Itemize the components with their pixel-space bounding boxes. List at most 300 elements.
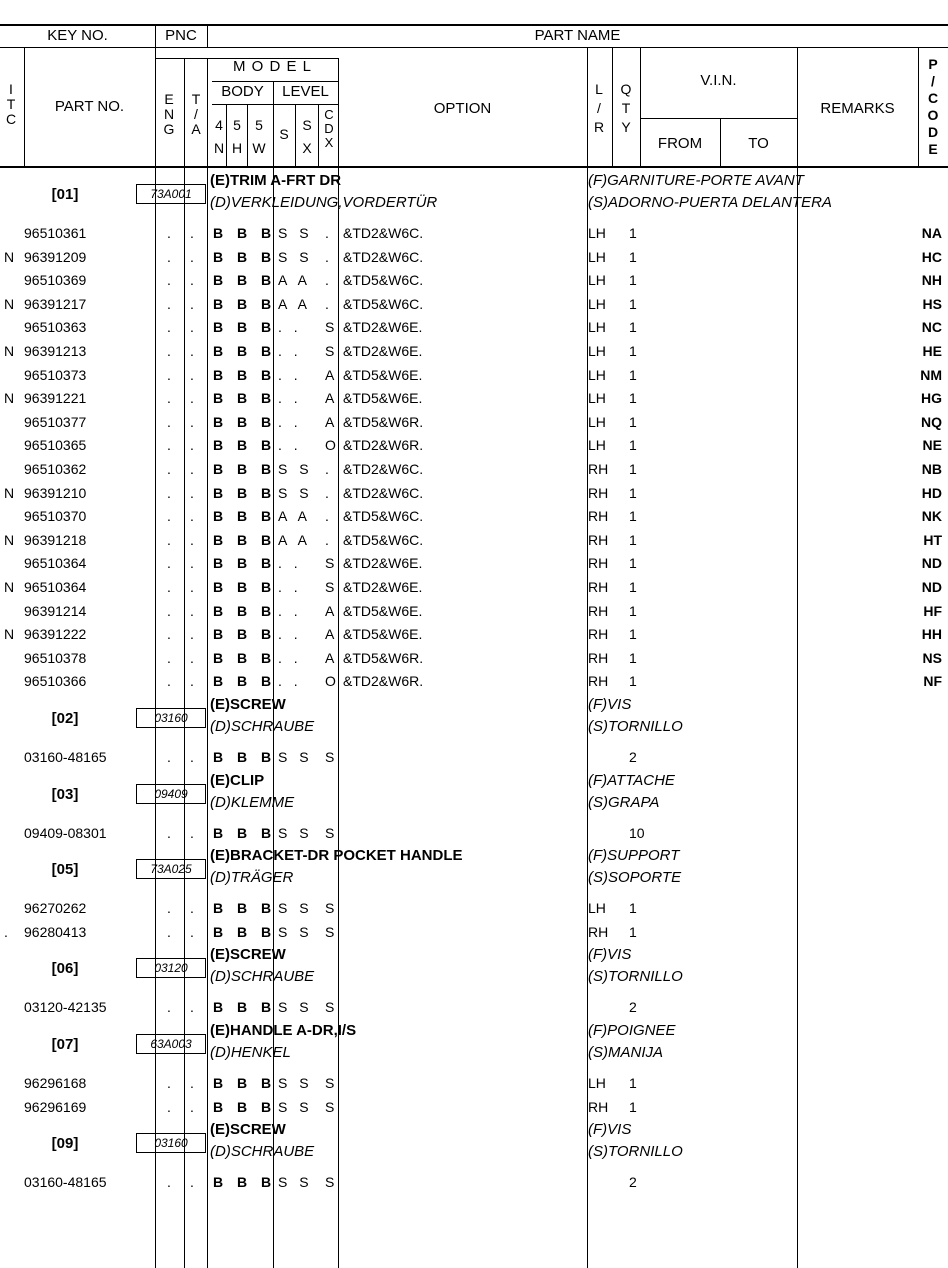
- body-col-5w: 5 W: [252, 117, 266, 156]
- p-code: HG: [921, 390, 942, 407]
- key-no: [01]: [51, 186, 79, 203]
- part-name-de: (D)HENKEL: [210, 1044, 291, 1061]
- option-code: &TD2&W6C.: [343, 248, 424, 265]
- p-code: NQ: [921, 413, 942, 430]
- p-code: HF: [923, 602, 942, 619]
- option-header: OPTION: [433, 100, 492, 117]
- key-no: [05]: [51, 861, 79, 879]
- body-codes: B B B: [213, 508, 277, 525]
- part-number: 09409-08301: [24, 824, 107, 841]
- cdx-code: S: [325, 824, 335, 841]
- part-number: 96270262: [24, 900, 87, 917]
- empty-marker: .: [167, 999, 171, 1016]
- part-number: 96510373: [24, 366, 87, 383]
- body-codes: B B B: [213, 999, 277, 1016]
- itc-flag: N: [4, 295, 15, 312]
- option-code: &TD5&W6E.: [343, 390, 423, 407]
- part-number: 03160-48165: [24, 749, 107, 765]
- empty-marker: .: [167, 437, 171, 454]
- part-number: 96510361: [24, 225, 87, 241]
- p-code: HD: [921, 484, 942, 501]
- cdx-code: .: [325, 531, 329, 548]
- key-no-header: KEY NO.: [47, 27, 108, 44]
- table-row: [0, 576, 948, 599]
- pnc-code: 09409: [136, 784, 206, 804]
- body-codes: B B B: [213, 749, 277, 765]
- empty-marker: .: [167, 272, 171, 289]
- option-code: &TD5&W6E.: [343, 366, 423, 383]
- option-code: &TD5&W6C.: [343, 272, 424, 289]
- p-code: HS: [922, 295, 942, 312]
- part-name-en: (E)SCREW: [210, 696, 286, 713]
- cdx-code: .: [325, 508, 329, 525]
- quantity: 1: [629, 1075, 637, 1091]
- part-name-de: (D)SCHRAUBE: [210, 1143, 315, 1161]
- cdx-code: S: [325, 923, 335, 940]
- cdx-code: S: [325, 749, 335, 765]
- p-code: ND: [921, 579, 942, 595]
- empty-marker: .: [167, 531, 171, 548]
- level-codes: S S: [278, 1075, 313, 1091]
- cdx-code: S: [325, 555, 335, 572]
- left-right: LH: [588, 1075, 606, 1091]
- part-number: 96510378: [24, 649, 87, 666]
- level-codes: S S: [278, 1098, 313, 1115]
- body-codes: B B B: [213, 673, 277, 690]
- quantity: 1: [629, 923, 637, 940]
- cdx-code: .: [325, 272, 329, 289]
- left-right: RH: [588, 508, 609, 525]
- empty-marker: .: [190, 343, 194, 359]
- empty-marker: .: [190, 900, 194, 917]
- pnc-code: 73A001: [136, 184, 206, 204]
- level-codes: S S: [278, 484, 313, 501]
- empty-marker: .: [167, 343, 171, 359]
- level-header: LEVEL: [282, 83, 329, 100]
- part-number: 96510362: [24, 461, 87, 477]
- body-col-4n: 4 N: [213, 117, 225, 156]
- p-code: NE: [922, 437, 942, 454]
- part-number: 96510364: [24, 579, 87, 595]
- quantity: 1: [629, 484, 637, 501]
- table-row: [0, 647, 948, 670]
- option-code: &TD5&W6C.: [343, 295, 424, 312]
- quantity: 1: [629, 649, 637, 666]
- option-code: &TD2&W6R.: [343, 437, 424, 454]
- itc-flag: .: [4, 923, 8, 940]
- part-name-es: (S)GRAPA: [588, 793, 660, 811]
- empty-marker: .: [167, 626, 171, 643]
- level-codes: . .: [278, 555, 302, 572]
- pnc-header: PNC: [165, 27, 197, 44]
- cdx-code: A: [325, 366, 335, 383]
- left-right: RH: [588, 923, 609, 940]
- cdx-code: S: [325, 319, 335, 336]
- body-codes: B B B: [213, 272, 277, 289]
- left-right: RH: [588, 461, 609, 477]
- left-right: LH: [588, 225, 606, 241]
- empty-marker: .: [167, 579, 171, 595]
- option-code: &TD2&W6E.: [343, 555, 423, 572]
- part-name-es: (S)ADORNO-PUERTA DELANTERA: [588, 194, 832, 211]
- level-codes: . .: [278, 673, 302, 690]
- empty-marker: .: [190, 248, 194, 265]
- table-row: [0, 505, 948, 528]
- p-code: NS: [922, 649, 942, 666]
- part-name-en: (E)HANDLE A-DR,I/S: [210, 1022, 357, 1039]
- part-group: [0, 172, 948, 220]
- quantity: 1: [629, 225, 637, 241]
- table-row: [0, 600, 948, 623]
- quantity: 1: [629, 602, 637, 619]
- part-name-fr: (F)VIS: [588, 946, 632, 964]
- empty-marker: .: [167, 461, 171, 477]
- level-codes: S S: [278, 923, 313, 940]
- option-code: &TD5&W6R.: [343, 649, 424, 666]
- cdx-code: A: [325, 602, 335, 619]
- itc-flag: N: [4, 390, 15, 407]
- part-group: [0, 696, 948, 744]
- quantity: 1: [629, 673, 637, 690]
- part-number: 96510369: [24, 272, 87, 289]
- cdx-code: A: [325, 413, 335, 430]
- left-right: RH: [588, 531, 609, 548]
- quantity: 1: [629, 626, 637, 643]
- table-row: [0, 387, 948, 410]
- level-codes: . .: [278, 649, 302, 666]
- table-row: [0, 822, 948, 845]
- cdx-code: S: [325, 343, 335, 359]
- p-code: NC: [921, 319, 942, 336]
- empty-marker: .: [190, 319, 194, 336]
- part-name-de: (D)SCHRAUBE: [210, 718, 315, 735]
- part-number: 96391221: [24, 390, 87, 407]
- option-code: &TD2&W6C.: [343, 484, 424, 501]
- empty-marker: .: [190, 437, 194, 454]
- cdx-code: S: [325, 900, 335, 917]
- table-row: [0, 364, 948, 387]
- body-codes: B B B: [213, 390, 277, 407]
- quantity: 1: [629, 1098, 637, 1115]
- table-row: [0, 222, 948, 245]
- quantity: 1: [629, 461, 637, 477]
- cdx-code: O: [325, 673, 336, 690]
- part-name-fr: (F)SUPPORT: [588, 847, 680, 865]
- part-number: 96391217: [24, 295, 87, 312]
- quantity: 1: [629, 413, 637, 430]
- option-code: &TD2&W6C.: [343, 461, 424, 477]
- itc-flag: N: [4, 626, 15, 643]
- quantity: 1: [629, 295, 637, 312]
- empty-marker: .: [190, 579, 194, 595]
- empty-marker: .: [190, 461, 194, 477]
- quantity: 1: [629, 248, 637, 265]
- qty-header: Q T Y: [620, 81, 632, 135]
- left-right: LH: [588, 437, 606, 454]
- option-code: &TD5&W6C.: [343, 531, 424, 548]
- part-name-header: PART NAME: [534, 27, 621, 44]
- p-code: NM: [920, 366, 942, 383]
- p-code: NF: [923, 673, 942, 690]
- empty-marker: .: [190, 484, 194, 501]
- part-number: 96391218: [24, 531, 87, 548]
- itc-flag: N: [4, 484, 15, 501]
- level-codes: . .: [278, 579, 302, 595]
- part-number: 96296168: [24, 1075, 87, 1091]
- level-codes: S S: [278, 248, 313, 265]
- level-col-cdx: C D X: [324, 107, 334, 150]
- quantity: 1: [629, 319, 637, 336]
- quantity: 1: [629, 272, 637, 289]
- body-codes: B B B: [213, 248, 277, 265]
- empty-marker: .: [190, 626, 194, 643]
- level-codes: . .: [278, 602, 302, 619]
- left-right: RH: [588, 579, 609, 595]
- part-group: [0, 1022, 948, 1070]
- left-right: LH: [588, 248, 606, 265]
- left-right: RH: [588, 602, 609, 619]
- table-row: [0, 1171, 948, 1194]
- part-name-en: (E)TRIM A-FRT DR: [210, 172, 342, 189]
- body-codes: B B B: [213, 295, 277, 312]
- body-codes: B B B: [213, 923, 277, 940]
- option-code: &TD2&W6E.: [343, 319, 423, 336]
- part-number: 96391209: [24, 248, 87, 265]
- level-col-sx: S X: [302, 117, 312, 156]
- quantity: 1: [629, 343, 637, 359]
- level-codes: . .: [278, 390, 302, 407]
- level-codes: S S: [278, 461, 313, 477]
- pnc-code: 73A025: [136, 859, 206, 879]
- level-codes: . .: [278, 413, 302, 430]
- body-codes: B B B: [213, 343, 277, 359]
- part-number: 96280413: [24, 923, 87, 940]
- empty-marker: .: [167, 484, 171, 501]
- empty-marker: .: [190, 272, 194, 289]
- empty-marker: .: [190, 413, 194, 430]
- body-codes: B B B: [213, 579, 277, 595]
- p-code: NH: [921, 272, 942, 289]
- cdx-code: .: [325, 484, 329, 501]
- remarks-header: REMARKS: [820, 100, 895, 117]
- key-no: [03]: [51, 785, 79, 803]
- body-codes: B B B: [213, 1174, 277, 1191]
- empty-marker: .: [167, 225, 171, 241]
- option-code: &TD5&W6E.: [343, 602, 423, 619]
- quantity: 2: [629, 1174, 637, 1191]
- table-row: [0, 996, 948, 1019]
- left-right: LH: [588, 390, 606, 407]
- table-row: [0, 293, 948, 316]
- level-codes: . .: [278, 437, 302, 454]
- left-right: RH: [588, 484, 609, 501]
- itc-header: I T C: [5, 81, 17, 127]
- body-codes: B B B: [213, 824, 277, 841]
- option-code: &TD2&W6R.: [343, 673, 424, 690]
- part-name-de: (D)TRÄGER: [210, 869, 294, 887]
- empty-marker: .: [190, 295, 194, 312]
- cdx-code: S: [325, 999, 335, 1016]
- part-number: 96510370: [24, 508, 87, 525]
- left-right: LH: [588, 366, 606, 383]
- left-right: RH: [588, 1098, 609, 1115]
- table-row: [0, 482, 948, 505]
- key-no: [02]: [51, 710, 79, 727]
- empty-marker: .: [167, 390, 171, 407]
- level-codes: S S: [278, 999, 313, 1016]
- key-no: [06]: [51, 960, 79, 978]
- empty-marker: .: [167, 1098, 171, 1115]
- body-codes: B B B: [213, 461, 277, 477]
- part-group: [0, 1121, 948, 1169]
- table-row: [0, 434, 948, 457]
- itc-flag: N: [4, 343, 15, 359]
- quantity: 1: [629, 900, 637, 917]
- level-codes: S S: [278, 824, 313, 841]
- part-name-fr: (F)VIS: [588, 696, 632, 713]
- empty-marker: .: [167, 295, 171, 312]
- empty-marker: .: [190, 366, 194, 383]
- cdx-code: .: [325, 461, 329, 477]
- part-name-de: (D)SCHRAUBE: [210, 968, 315, 986]
- left-right: RH: [588, 555, 609, 572]
- body-codes: B B B: [213, 366, 277, 383]
- pnc-code: 03120: [136, 958, 206, 978]
- left-right: LH: [588, 900, 606, 917]
- body-codes: B B B: [213, 649, 277, 666]
- empty-marker: .: [190, 673, 194, 690]
- empty-marker: .: [167, 673, 171, 690]
- pnc-code: 63A003: [136, 1034, 206, 1054]
- part-name-fr: (F)ATTACHE: [588, 771, 675, 789]
- table-row: [0, 340, 948, 363]
- empty-marker: .: [190, 1174, 194, 1191]
- empty-marker: .: [190, 824, 194, 841]
- cdx-code: .: [325, 248, 329, 265]
- body-header: BODY: [221, 83, 264, 100]
- cdx-code: S: [325, 1098, 335, 1115]
- part-name-de: (D)KLEMME: [210, 793, 295, 811]
- cdx-code: S: [325, 1174, 335, 1191]
- cdx-code: .: [325, 295, 329, 312]
- option-code: &TD5&W6E.: [343, 626, 423, 643]
- part-name-es: (S)TORNILLO: [588, 1143, 683, 1161]
- level-col-s: S: [279, 126, 289, 142]
- empty-marker: .: [190, 999, 194, 1016]
- pnc-code: 03160: [136, 1133, 206, 1153]
- option-code: &TD5&W6C.: [343, 508, 424, 525]
- level-codes: A A: [278, 295, 312, 312]
- empty-marker: .: [190, 923, 194, 940]
- left-right: LH: [588, 413, 606, 430]
- eng-header: E N G: [163, 91, 175, 137]
- part-name-fr: (F)VIS: [588, 1121, 632, 1139]
- option-code: &TD2&W6E.: [343, 579, 423, 595]
- table-row: [0, 411, 948, 434]
- level-codes: A A: [278, 531, 312, 548]
- part-number: 03120-42135: [24, 999, 107, 1016]
- empty-marker: .: [167, 824, 171, 841]
- part-number: 03160-48165: [24, 1174, 107, 1191]
- empty-marker: .: [190, 602, 194, 619]
- part-name-en: (E)BRACKET-DR POCKET HANDLE: [210, 847, 463, 865]
- part-name-es: (S)TORNILLO: [588, 718, 683, 735]
- level-codes: S S: [278, 900, 313, 917]
- table-row: [0, 269, 948, 292]
- empty-marker: .: [167, 413, 171, 430]
- level-codes: A A: [278, 508, 312, 525]
- cdx-code: S: [325, 579, 335, 595]
- body-codes: B B B: [213, 602, 277, 619]
- level-codes: A A: [278, 272, 312, 289]
- level-codes: . .: [278, 626, 302, 643]
- empty-marker: .: [167, 1075, 171, 1091]
- part-number: 96296169: [24, 1098, 87, 1115]
- model-header: M O D E L: [232, 58, 312, 75]
- vin-to-header: TO: [748, 135, 769, 152]
- body-codes: B B B: [213, 484, 277, 501]
- quantity: 1: [629, 437, 637, 454]
- itc-flag: N: [4, 579, 15, 595]
- part-number: 96510377: [24, 413, 87, 430]
- level-codes: S S: [278, 1174, 313, 1191]
- table-row: [0, 316, 948, 339]
- part-no-header: PART NO.: [54, 98, 125, 115]
- p-code: HC: [921, 248, 942, 265]
- part-number: 96391222: [24, 626, 87, 643]
- body-codes: B B B: [213, 1075, 277, 1091]
- cdx-code: A: [325, 649, 335, 666]
- level-codes: S S: [278, 225, 313, 241]
- p-code: HE: [922, 343, 942, 359]
- empty-marker: .: [167, 508, 171, 525]
- left-right: LH: [588, 343, 606, 359]
- table-row: [0, 746, 948, 769]
- empty-marker: .: [190, 1098, 194, 1115]
- cdx-code: .: [325, 225, 329, 241]
- lr-header: L / R: [593, 81, 605, 135]
- empty-marker: .: [167, 923, 171, 940]
- vin-from-header: FROM: [657, 135, 703, 152]
- body-codes: B B B: [213, 626, 277, 643]
- part-name-en: (E)CLIP: [210, 771, 265, 789]
- empty-marker: .: [190, 749, 194, 765]
- table-row: [0, 1072, 948, 1095]
- left-right: LH: [588, 319, 606, 336]
- part-number: 96510364: [24, 555, 87, 572]
- table-row: [0, 670, 948, 693]
- empty-marker: .: [167, 900, 171, 917]
- level-codes: S S: [278, 749, 313, 765]
- level-codes: . .: [278, 319, 302, 336]
- empty-marker: .: [190, 225, 194, 241]
- option-code: &TD2&W6C.: [343, 225, 424, 241]
- body-codes: B B B: [213, 555, 277, 572]
- empty-marker: .: [167, 749, 171, 765]
- p-code: HT: [923, 531, 942, 548]
- itc-flag: N: [4, 531, 15, 548]
- body-col-5h: 5 H: [231, 117, 243, 156]
- quantity: 1: [629, 390, 637, 407]
- empty-marker: .: [167, 366, 171, 383]
- body-codes: B B B: [213, 1098, 277, 1115]
- empty-marker: .: [167, 602, 171, 619]
- part-name-es: (S)SOPORTE: [588, 869, 682, 887]
- empty-marker: .: [167, 248, 171, 265]
- body-codes: B B B: [213, 413, 277, 430]
- option-code: &TD2&W6E.: [343, 343, 423, 359]
- p-code: NA: [921, 225, 942, 241]
